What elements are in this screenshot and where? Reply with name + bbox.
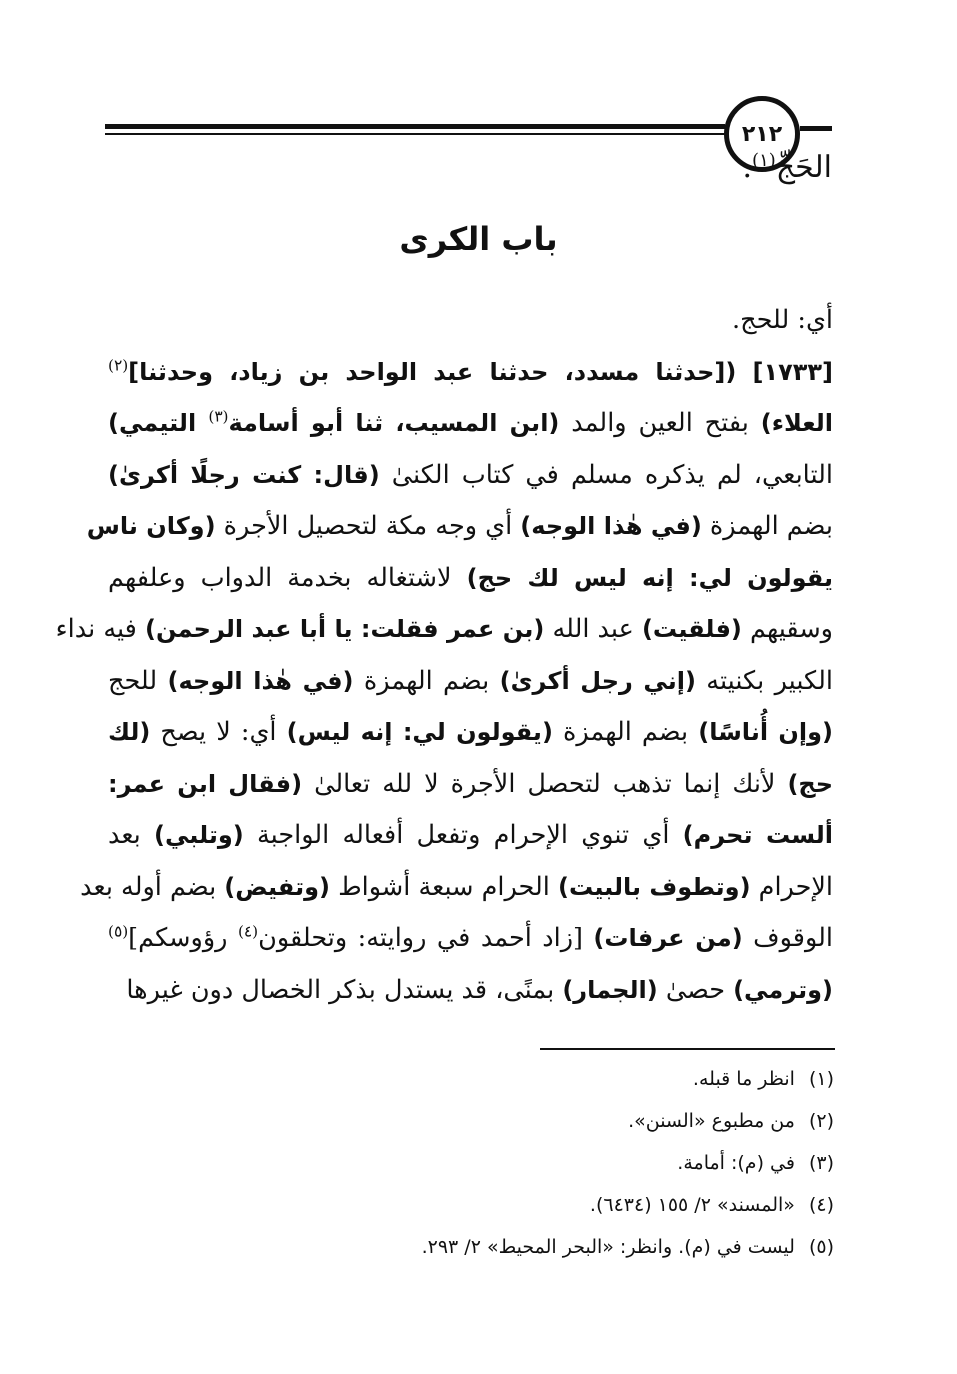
- carryover-footnote-marker: (١): [752, 150, 776, 171]
- footnote-number: (٢): [808, 1110, 834, 1132]
- footnote-item: [134, 1184, 834, 1226]
- footnote-marker: (٥): [108, 922, 129, 941]
- commentary-text: أي: لا يصح: [150, 717, 287, 747]
- header-rule-right: [800, 126, 832, 131]
- body-text: [55, 295, 834, 1016]
- bold-quote: يقولون لي: إنه ليس لك حج): [466, 563, 833, 592]
- chapter-heading: باب الكرى: [399, 220, 558, 258]
- footnote-item: [134, 1142, 834, 1184]
- commentary-text: الحرام سبعة أشواط: [329, 871, 558, 902]
- bold-quote: (ابن المسيب، ثنا أبو أسامة: [228, 409, 560, 437]
- bold-quote: التيمي): [108, 409, 209, 437]
- commentary-text: الإحرام: [750, 871, 833, 902]
- carryover-text: [743, 150, 833, 185]
- footnote-marker: (٤): [237, 922, 259, 941]
- bold-quote: (يقولون لي: إنه ليس): [286, 718, 553, 746]
- footnote-number: (٣): [808, 1152, 834, 1174]
- bold-quote: (الجمار): [562, 975, 658, 1004]
- text-line: [108, 707, 833, 759]
- commentary-text: [زاد أحمد في روايته: وتحلقون: [258, 923, 594, 953]
- bold-quote: (قال: كنت رجلًا أكرىٰ): [108, 460, 380, 489]
- commentary-text: الكبير بكنيته: [695, 665, 833, 696]
- text-line: [86, 501, 833, 553]
- bold-quote: (لك: [108, 718, 151, 746]
- commentary-text: الوقوف: [742, 923, 833, 953]
- commentary-text: لأنك إنما تذهب لتحصل الأجرة لا لله تعالىٰ: [302, 768, 788, 799]
- text-line: [108, 810, 833, 862]
- commentary-text: للحج: [108, 665, 168, 696]
- bold-quote: (في هٰذا الوجه): [167, 666, 354, 695]
- bold-quote: ألست تحرم): [682, 821, 834, 849]
- footnote-number: (١): [808, 1068, 834, 1090]
- footnotes: [134, 1058, 834, 1268]
- commentary-text: بمنًى، قد يستدل بذكر الخصال دون غيرها: [126, 974, 563, 1005]
- commentary-text: التابعي، لم يذكره مسلم في كتاب الكنىٰ: [379, 459, 833, 490]
- footnote-marker: (٣): [208, 407, 229, 426]
- footnote-text: انظر ما قبله.: [692, 1068, 795, 1090]
- text-line: [108, 398, 833, 450]
- footnote-item: [134, 1226, 834, 1268]
- bold-quote: (بن عمر فقلت: يا أبا عبد الرحمن): [144, 615, 545, 643]
- bold-quote: (فقال ابن عمر:: [108, 769, 303, 798]
- carryover-period: .: [742, 150, 753, 185]
- commentary-text: بفتح العين والمد: [559, 408, 761, 438]
- bold-quote: (وكان ناس: [86, 512, 216, 540]
- commentary-text: بضم أوله بعد: [80, 871, 225, 902]
- text-line: [108, 450, 833, 502]
- footnote-text: ليست في (م). وانظر: «البحر المحيط» ٢/ ٢٩٣.: [421, 1236, 795, 1258]
- commentary-text: فيه نداء: [55, 614, 145, 644]
- header-rule-thick: [105, 124, 725, 129]
- footnote-number: (٤): [808, 1194, 834, 1216]
- commentary-text: أي تنوي الإحرام وتفعل أفعاله الواجبة: [243, 820, 683, 850]
- bold-quote: (فلقيت): [641, 615, 742, 643]
- footnote-text: في (م): أمامة.: [677, 1152, 795, 1174]
- footnote-text: من مطبوع «السنن».: [628, 1110, 795, 1132]
- bold-quote: (وتلبي): [154, 821, 244, 849]
- commentary-text: بضم الهمزة: [552, 717, 699, 747]
- footnote-separator: [540, 1048, 835, 1050]
- footnote-item: [134, 1058, 834, 1100]
- bold-quote: العلاء): [760, 409, 834, 437]
- bold-quote: (وترمي): [733, 975, 833, 1004]
- commentary-text: أي وجه مكة لتحصيل الأجرة: [215, 511, 521, 541]
- commentary-text: أي: للحج.: [732, 305, 833, 335]
- bold-quote: [١٧٣٣] ([حدثنا مسدد، حدثنا عبد الواحد بن زياد، وحدثنا]: [128, 357, 833, 386]
- footnote-item: [134, 1100, 834, 1142]
- text-line: [108, 913, 833, 965]
- bold-quote: (في هٰذا الوجه): [520, 512, 702, 540]
- text-line: [108, 347, 833, 399]
- text-line: [55, 604, 833, 656]
- carryover-word: الحَجِّ: [775, 150, 832, 185]
- commentary-text: حصىٰ: [657, 974, 734, 1005]
- bold-quote: (وتطوف بالبيت): [557, 872, 751, 901]
- text-line: [108, 656, 833, 708]
- page-number: ٢١٢: [724, 96, 800, 172]
- commentary-text: لاشتغاله بخدمة الدواب وعلفهم: [108, 562, 467, 593]
- commentary-text: بعد: [108, 820, 155, 850]
- text-line: [80, 862, 833, 914]
- bold-quote: (وإن أُناسًا): [698, 718, 834, 746]
- footnote-marker: (٢): [108, 356, 129, 374]
- commentary-text: بضم الهمزة: [353, 665, 500, 696]
- commentary-text: رؤوسكم]: [128, 923, 238, 953]
- bold-quote: (من عرفات): [593, 924, 743, 952]
- footnote-text: «المسند» ٢/ ١٥٥ (٦٤٣٤).: [589, 1194, 795, 1216]
- bold-quote: (وتفيض): [224, 872, 330, 901]
- bold-quote: حج): [787, 769, 833, 798]
- header-rule-thin: [105, 133, 725, 135]
- text-line: [108, 295, 833, 347]
- text-line: [108, 553, 833, 605]
- bold-quote: (إني رجل أكرىٰ): [499, 666, 696, 695]
- text-line: [108, 965, 833, 1017]
- commentary-text: عبد الله: [544, 614, 642, 644]
- footnote-number: (٥): [808, 1236, 834, 1258]
- commentary-text: بضم الهمزة: [701, 511, 833, 541]
- text-line: [108, 759, 833, 811]
- commentary-text: وسقيهم: [741, 614, 833, 644]
